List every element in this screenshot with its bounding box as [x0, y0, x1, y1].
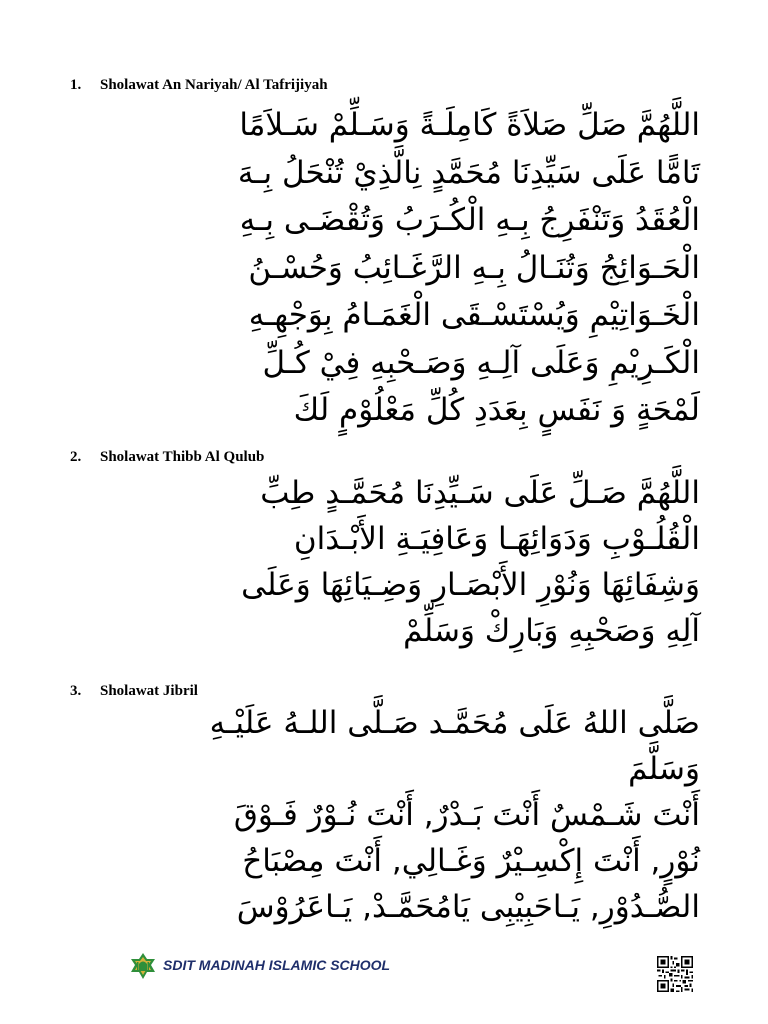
arabic-line: الْكَـرِيْمِ وَعَلَى آلِـهِ وَصَـحْبِهِ فِيْ كُـلِّ	[262, 344, 700, 381]
arabic-line: اللَّهُمَّ صَـلِّ عَلَى سَـيِّدِنَا مُحَمَّـدٍ طِبِّ	[260, 475, 700, 511]
section-heading	[70, 682, 198, 700]
qr-code-icon	[657, 956, 693, 992]
arabic-line: الْعُقَدُ وَتَنْفَرِجُ بِـهِ الْكُـرَبُ وَتُقْضَـى بِـهِ	[239, 202, 700, 238]
section-number: 1.	[70, 77, 82, 93]
arabic-line: الْحَـوَائِجُ وَتُنَـالُ بِـهِ الرَّغَـائِبُ وَحُسْـنُ	[248, 249, 700, 286]
section-heading	[70, 448, 264, 466]
arabic-line: اللَّهُمَّ صَلِّ صَلاَةً كَامِلَـةً وَسَـلِّمْ سَـلاَمًا	[239, 107, 700, 143]
arabic-line: الصُّـدُوْرِ, يَـاحَبِيْبِى يَامُحَمَّـدْ, يَـاعَرُوْسَ	[236, 889, 700, 925]
arabic-line: وَشِفَائِهَا وَنُوْرِ الأَبْصَـارِ وَضِـيَائِهَا وَعَلَى	[241, 567, 700, 603]
arabic-line: وَسَلَّمَ	[628, 751, 700, 787]
page-footer	[0, 950, 768, 1000]
arabic-line: تَامًّا عَلَى سَيِّدِنَا مُحَمَّدٍ نِالَّذِيْ تُنْحَلُ بِـهَ	[237, 154, 700, 191]
arabic-line: نُوْرٍ, أَنْتَ إِكْسِـيْرٌ وَغَـالِي, أَنْتَ مِصْبَاحُ	[242, 843, 700, 879]
section-title: Sholawat Jibril	[100, 683, 198, 699]
section-title: Sholawat An Nariyah/ Al Tafrijiyah	[100, 77, 328, 93]
arabic-text	[90, 700, 700, 930]
arabic-line: لَمْحَةٍ وَ نَفَسٍ بِعَدَدِ كُلِّ مَعْلُوْمٍ لَكَ	[293, 392, 700, 428]
school-name: SDIT MADINAH ISLAMIC SCHOOL	[163, 957, 391, 973]
arabic-line: أَنْتَ شَـمْسٌ أَنْتَ بَـدْرٌ, أَنْتَ نُـوْرٌ فَـوْقَ	[233, 797, 700, 833]
arabic-line: صَلَّى اللهُ عَلَى مُحَمَّـد صَـلَّى اللـهُ عَلَيْـهِ	[209, 705, 700, 741]
arabic-line: الْقُلُـوْبِ وَدَوَائِهَـا وَعَافِيَـةِ الأَبْـدَانِ	[293, 521, 700, 557]
section-title: Sholawat Thibb Al Qulub	[100, 449, 265, 465]
madinah-mosque-logo-icon	[128, 952, 158, 982]
arabic-line: الْخَـوَاتِيْمِ وَيُسْتَسْـقَى الْغَمَـامُ بِوَجْهِـهِ	[248, 297, 700, 333]
arabic-text	[90, 470, 700, 654]
arabic-line: آلِهِ وَصَحْبِهِ وَبَارِكْ وَسَلِّمْ	[403, 613, 700, 649]
section-heading	[70, 76, 328, 94]
arabic-text	[90, 102, 700, 435]
section-number: 3.	[70, 683, 82, 699]
section-number: 2.	[70, 449, 82, 465]
